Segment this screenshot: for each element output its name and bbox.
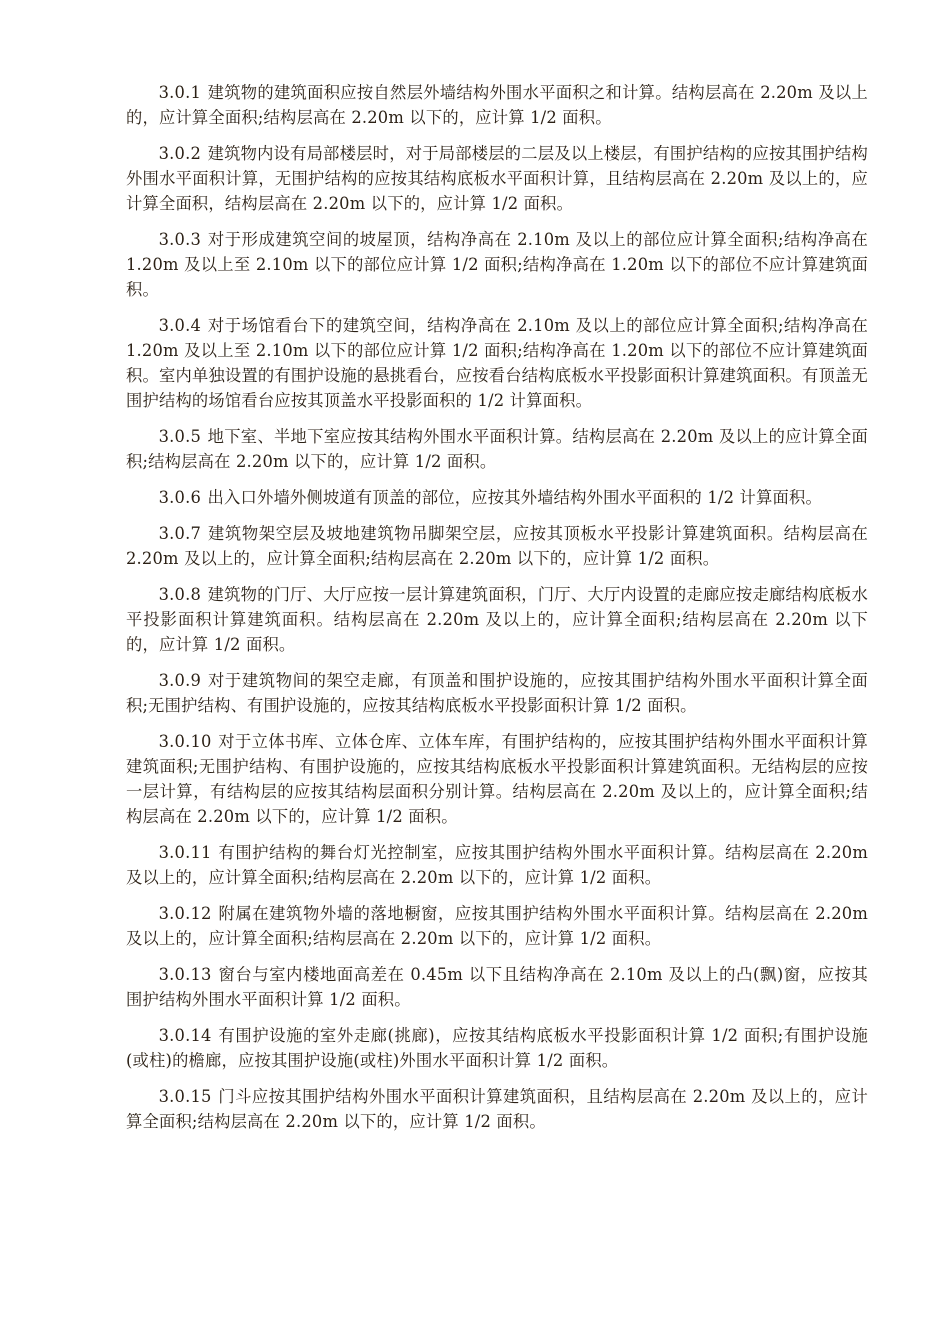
- clause-3-0-13: [126, 962, 868, 1012]
- clause-text: 对于形成建筑空间的坡屋顶，结构净高在 2.10m 及以上的部位应计算全面积;结构净高在 1.20m 及以上至 2.10m 以下的部位应计算 1/2 面积;结构净高在 1.20m 以下的部位不应计算建筑面积。: [126, 230, 868, 299]
- clause-3-0-6: [126, 485, 868, 510]
- clause-number: 3.0.1: [158, 83, 202, 102]
- clause-text: 建筑物架空层及坡地建筑物吊脚架空层，应按其顶板水平投影计算建筑面积。结构层高在 2.20m 及以上的，应计算全面积;结构层高在 2.20m 以下的，应计算 1/2 面积。: [126, 524, 868, 568]
- clause-text: 出入口外墙外侧坡道有顶盖的部位，应按其外墙结构外围水平面积的 1/2 计算面积。: [207, 488, 822, 507]
- clause-3-0-7: [126, 521, 868, 571]
- clause-text: 有围护结构的舞台灯光控制室，应按其围护结构外围水平面积计算。结构层高在 2.20m 及以上的，应计算全面积;结构层高在 2.20m 以下的，应计算 1/2 面积。: [126, 843, 868, 887]
- clause-3-0-8: [126, 582, 868, 657]
- clause-3-0-9: [126, 668, 868, 718]
- clause-text: 地下室、半地下室应按其结构外围水平面积计算。结构层高在 2.20m 及以上的应计算全面积;结构层高在 2.20m 以下的，应计算 1/2 面积。: [126, 427, 868, 471]
- document-page: [126, 80, 868, 1145]
- clause-text: 附属在建筑物外墙的落地橱窗，应按其围护结构外围水平面积计算。结构层高在 2.20m 及以上的，应计算全面积;结构层高在 2.20m 以下的，应计算 1/2 面积。: [126, 904, 868, 948]
- clause-number: 3.0.4: [158, 316, 202, 335]
- clause-3-0-14: [126, 1023, 868, 1073]
- clause-number: 3.0.13: [158, 965, 212, 984]
- clause-number: 3.0.6: [158, 488, 202, 507]
- clause-number: 3.0.12: [158, 904, 212, 923]
- clause-3-0-4: [126, 313, 868, 413]
- clause-number: 3.0.7: [158, 524, 202, 543]
- clause-number: 3.0.3: [158, 230, 202, 249]
- clause-text: 对于场馆看台下的建筑空间，结构净高在 2.10m 及以上的部位应计算全面积;结构净高在 1.20m 及以上至 2.10m 以下的部位应计算 1/2 面积;结构净高在 1.20m 以下的部位不应计算建筑面积。室内单独设置的有围护设施的悬挑看台，应按看台结构底板水平投影面积计算建筑面积。有顶盖无围护结构的场馆看台应按其顶盖水平投影面积的 1/2 计算面积。: [126, 316, 868, 410]
- clause-3-0-5: [126, 424, 868, 474]
- clause-text: 有围护设施的室外走廊(挑廊)，应按其结构底板水平投影面积计算 1/2 面积;有围护设施(或柱)的檐廊，应按其围护设施(或柱)外围水平面积计算 1/2 面积。: [126, 1026, 868, 1070]
- clause-number: 3.0.5: [158, 427, 202, 446]
- clause-3-0-12: [126, 901, 868, 951]
- clause-3-0-1: [126, 80, 868, 130]
- clause-3-0-15: [126, 1084, 868, 1134]
- clause-number: 3.0.9: [158, 671, 202, 690]
- clause-number: 3.0.14: [158, 1026, 212, 1045]
- clause-text: 对于立体书库、立体仓库、立体车库，有围护结构的，应按其围护结构外围水平面积计算建筑面积;无围护结构、有围护设施的，应按其结构底板水平投影面积计算建筑面积。无结构层的应按一层计算，有结构层的应按其结构层面积分别计算。结构层高在 2.20m 及以上的，应计算全面积;结构层高在 2.20m 以下的，应计算 1/2 面积。: [126, 732, 868, 826]
- clause-number: 3.0.11: [158, 843, 212, 862]
- clause-3-0-2: [126, 141, 868, 216]
- clause-number: 3.0.15: [158, 1087, 212, 1106]
- clause-number: 3.0.2: [158, 144, 202, 163]
- clause-number: 3.0.10: [158, 732, 212, 751]
- clause-3-0-10: [126, 729, 868, 829]
- clause-text: 对于建筑物间的架空走廊，有顶盖和围护设施的，应按其围护结构外围水平面积计算全面积;无围护结构、有围护设施的，应按其结构底板水平投影面积计算 1/2 面积。: [126, 671, 868, 715]
- clause-text: 建筑物的门厅、大厅应按一层计算建筑面积，门厅、大厅内设置的走廊应按走廊结构底板水平投影面积计算建筑面积。结构层高在 2.20m 及以上的，应计算全面积;结构层高在 2.20m 以下的，应计算 1/2 面积。: [126, 585, 868, 654]
- clause-3-0-11: [126, 840, 868, 890]
- clause-3-0-3: [126, 227, 868, 302]
- clause-text: 建筑物内设有局部楼层时，对于局部楼层的二层及以上楼层，有围护结构的应按其围护结构外围水平面积计算，无围护结构的应按其结构底板水平面积计算，且结构层高在 2.20m 及以上的，应计算全面积，结构层高在 2.20m 以下的，应计算 1/2 面积。: [126, 144, 868, 213]
- clause-text: 窗台与室内楼地面高差在 0.45m 以下且结构净高在 2.10m 及以上的凸(飘)窗，应按其围护结构外围水平面积计算 1/2 面积。: [126, 965, 868, 1009]
- clause-text: 门斗应按其围护结构外围水平面积计算建筑面积，且结构层高在 2.20m 及以上的，应计算全面积;结构层高在 2.20m 以下的，应计算 1/2 面积。: [126, 1087, 868, 1131]
- clause-text: 建筑物的建筑面积应按自然层外墙结构外围水平面积之和计算。结构层高在 2.20m 及以上的，应计算全面积;结构层高在 2.20m 以下的，应计算 1/2 面积。: [126, 83, 868, 127]
- clause-number: 3.0.8: [158, 585, 202, 604]
